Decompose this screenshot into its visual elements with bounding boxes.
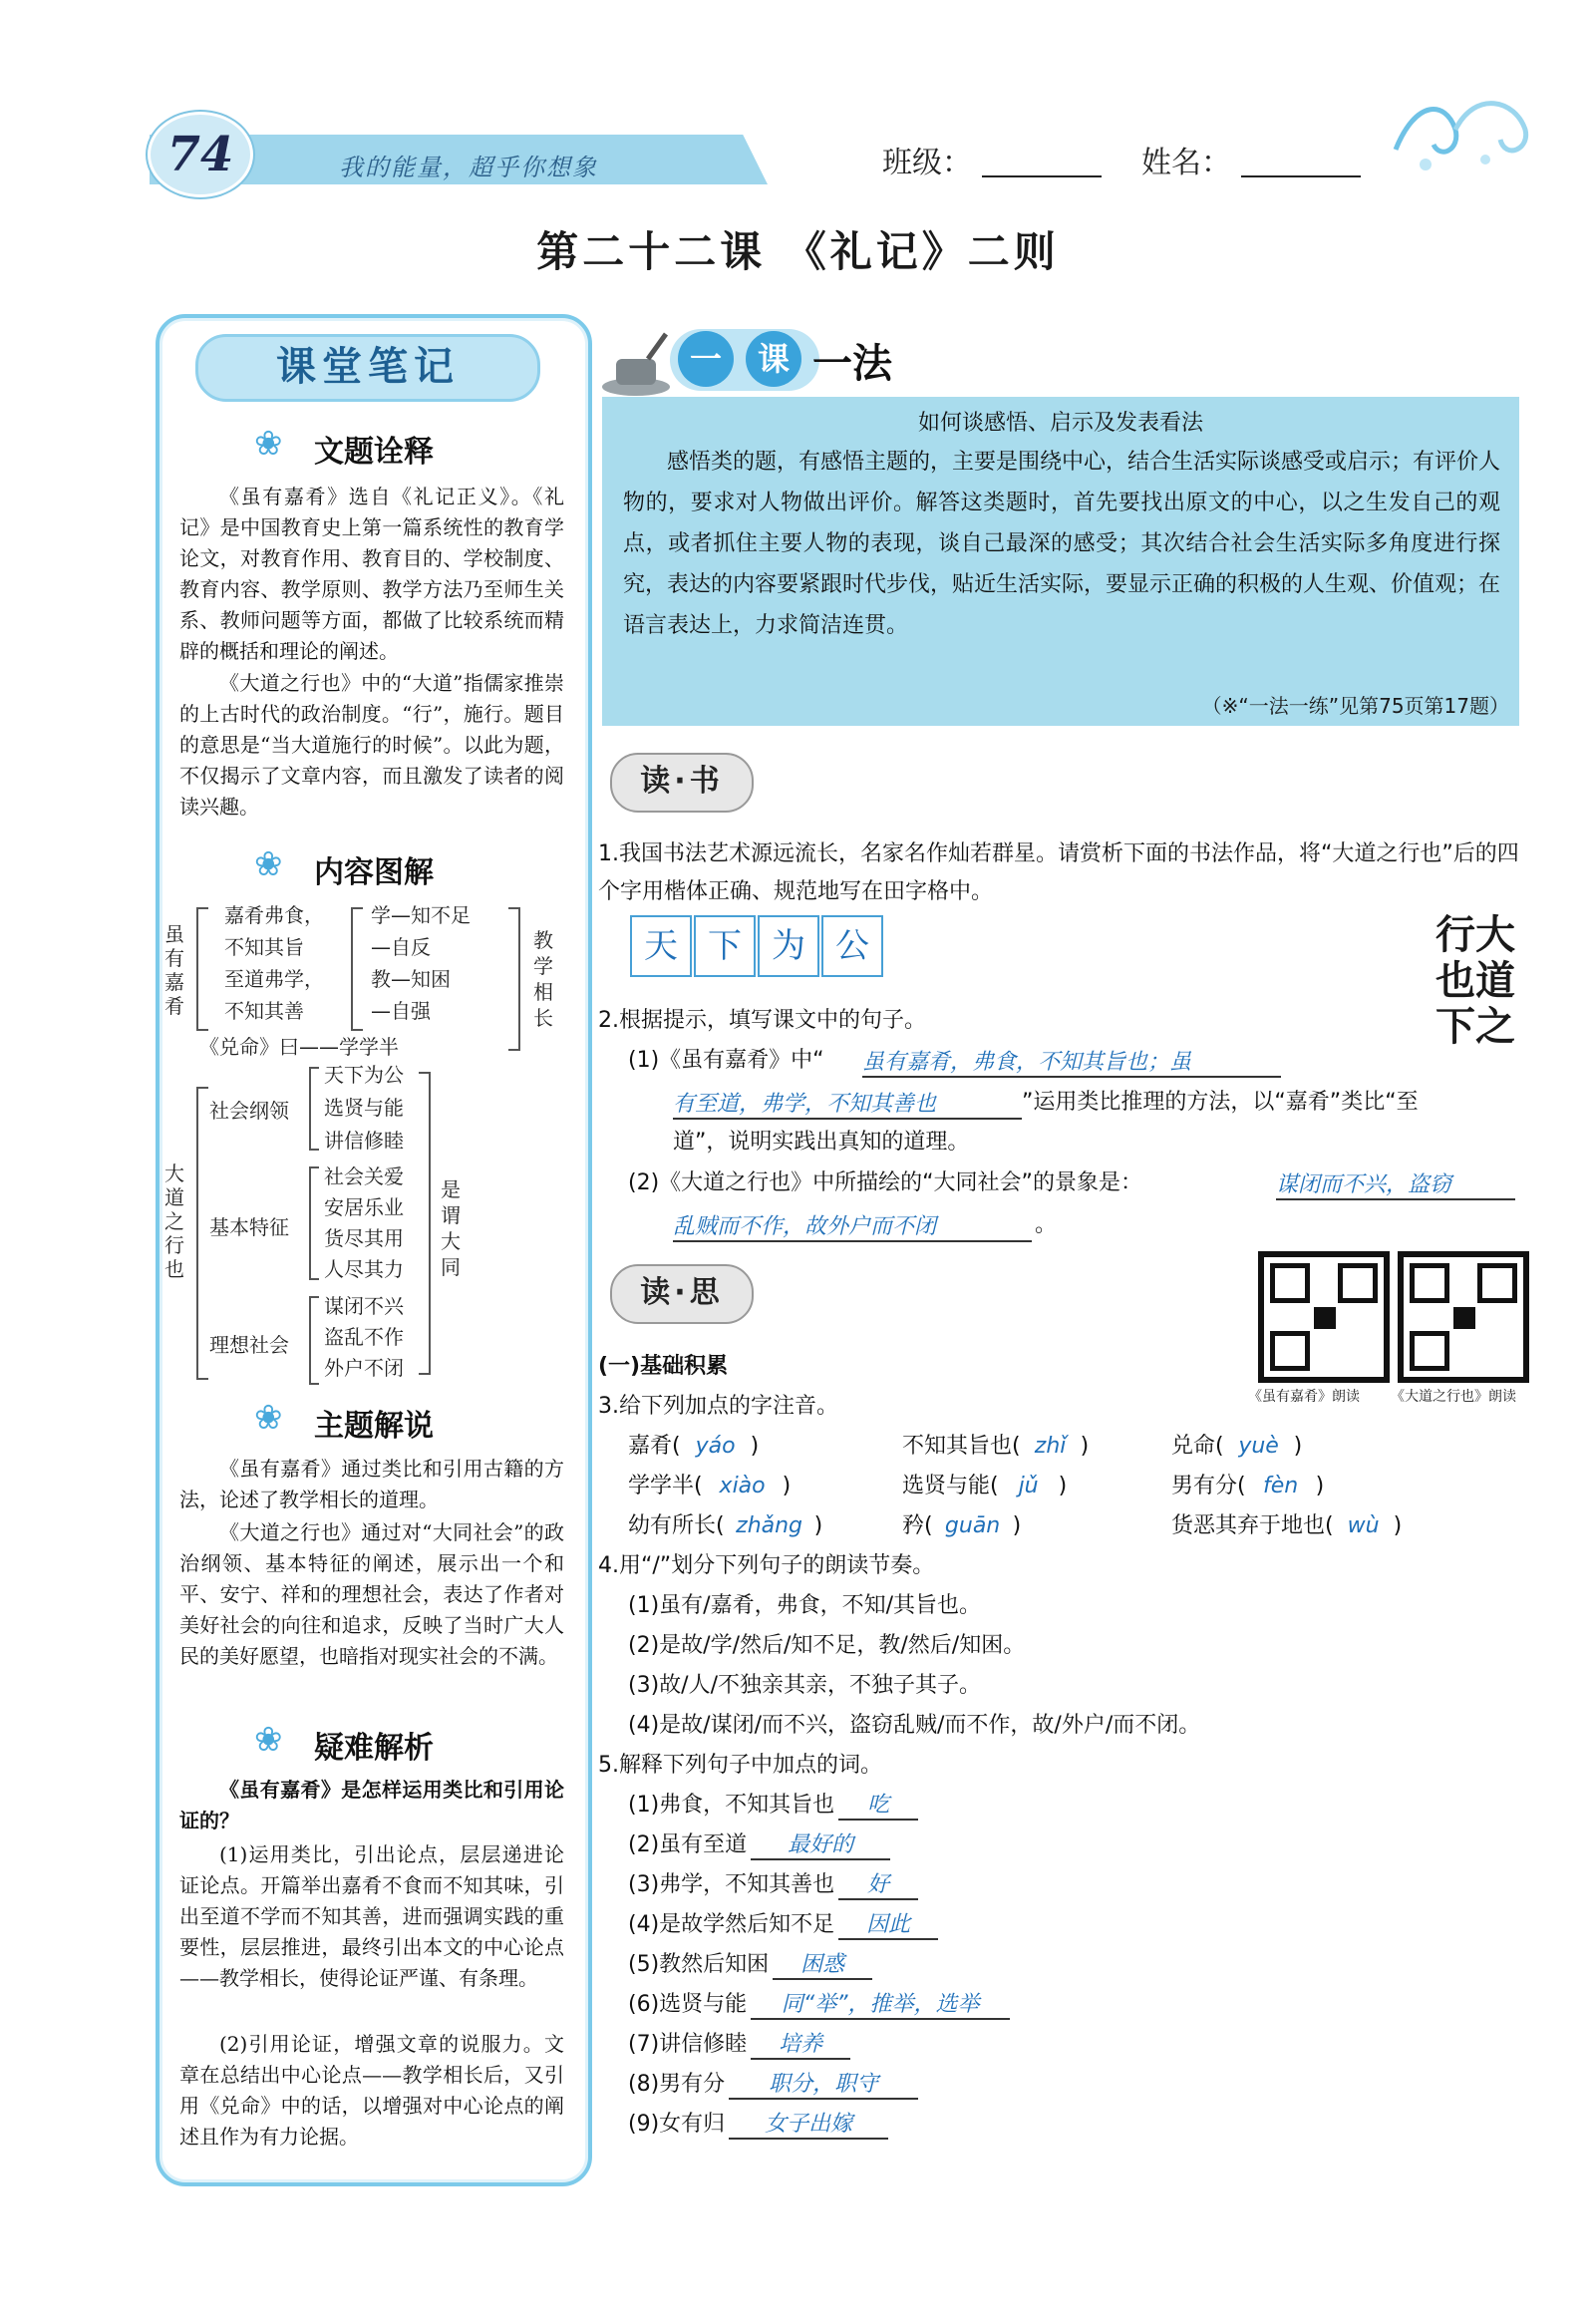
- diagram-b-items1: 天下为公 选贤与能 讲信修睦: [324, 1063, 404, 1153]
- q5-item: (4)是故学然后知不足 因此: [628, 1906, 938, 1944]
- q3-item: 男有分( fèn ): [1171, 1474, 1325, 1498]
- q2-2-end: 。: [1035, 1212, 1058, 1237]
- section-title-3: 主题解说: [314, 1409, 434, 1444]
- section-title-1: 文题诠释: [314, 435, 434, 470]
- tianzige-grid: [630, 915, 881, 977]
- question-2: 2.根据提示，填写课文中的句子。: [598, 1008, 926, 1033]
- diagram-b-root: 大道之行也: [164, 1162, 184, 1281]
- butterfly-icon: ❀: [254, 844, 283, 884]
- butterfly-icon: ❀: [254, 1720, 283, 1760]
- banner-ke: 课: [746, 331, 801, 387]
- q5-item: (5)教然后知困 困惑: [628, 1946, 872, 1984]
- diagram-a-mid: 学—知不足 —自反 教—知困 —自强: [371, 903, 471, 1023]
- diagram-b-end: 是谓大同: [441, 1177, 461, 1279]
- diagram-bracket: [309, 1067, 319, 1151]
- diagram-a-items: 嘉肴弗食， 不知其旨 至道弗学， 不知其善: [224, 903, 324, 1023]
- header-slogan: 我的能量，超乎你想象: [339, 154, 598, 181]
- q5-item: (3)弗学，不知其善也 好: [628, 1866, 918, 1904]
- diagram-a-quote: 《兑命》曰——学学半: [199, 1035, 399, 1059]
- q5-item: (1)弗食，不知其旨也 吃: [628, 1787, 918, 1825]
- q3-item: 矜( guān ): [902, 1513, 1022, 1538]
- q5-item: (8)男有分 职分，职守: [628, 2066, 918, 2104]
- lesson-title: 第二十二课 《礼记》二则: [536, 227, 1060, 276]
- q2-1-suffix-b: 道”，说明实践出真知的道理。: [673, 1130, 970, 1155]
- q5-item: (2)虽有至道 最好的: [628, 1826, 890, 1864]
- inkbrush-icon: [596, 329, 676, 399]
- diagram-bracket: [419, 1072, 431, 1375]
- diagram-a-root: 虽有嘉肴: [164, 922, 184, 1018]
- section-title-2: 内容图解: [314, 855, 434, 890]
- section-3-para-1: 《虽有嘉肴》通过类比和引用古籍的方法，论述了教学相长的道理。: [179, 1457, 564, 1511]
- section-4-para-1: (1)运用类比，引出论点，层层递进论证论点。开篇举出嘉肴不食而不知其味，引出至道不学而不知其善，进而强调实践的重要性，层层推进，最终引出本文的中心论点——教学相长，使得论证严谨、有条理。: [179, 1842, 564, 1990]
- butterfly-icon: ❀: [254, 424, 283, 464]
- method-ref: （※“一法一练”见第75页第17题）: [1201, 694, 1509, 718]
- decorative-swirl-icon: [1386, 90, 1535, 179]
- notes-panel-title: 课堂笔记: [195, 334, 540, 402]
- method-body: 感悟类的题，有感悟主题的，主要是围绕中心，结合生活实际谈感受或启示；有评价人物的，要求对人物做出评价。解答这类题时，首先要找出原文的中心，以之生发自己的观点，或者抓住主要人物的表现，谈自己最深的感受；其次结合社会生活实际多角度进行探究，表达的内容要紧跟时代步伐，贴近生活实际，要显示正确的积极的人生观、价值观；在语言表达上，力求简洁连贯。: [623, 450, 1501, 638]
- name-blank: [1241, 175, 1361, 177]
- class-label: 班级：: [882, 146, 972, 180]
- q3-item: 学学半( xiào ): [628, 1474, 792, 1498]
- diagram-b-cat1: 社会纲领: [209, 1099, 289, 1123]
- diagram-bracket: [351, 907, 363, 1031]
- q2-2-answer-a: 谋闭而不兴，盗窃: [1276, 1167, 1515, 1200]
- grid-cell: 下: [694, 915, 756, 977]
- diagram-b-items3: 谋闭不兴 盗乱不作 外户不闭: [324, 1294, 404, 1380]
- diagram-bracket: [196, 1087, 208, 1380]
- class-blank: [982, 175, 1102, 177]
- section-1-para-1: 《虽有嘉肴》选自《礼记正义》。《礼记》是中国教育史上第一篇系统性的教育学论文，对教育作用、教育目的、学校制度、教育内容、教学原则、教学方法乃至师生关系、教师问题等方面，都做了比较系统而精辟的概括和理论的阐述。: [179, 485, 564, 663]
- section-4-question: 《虽有嘉肴》是怎样运用类比和引用论证的？: [179, 1778, 564, 1832]
- q3-item: 选贤与能( jǔ ): [902, 1474, 1068, 1498]
- q2-2-answer-b: 乱贼而不作，故外户而不闭: [673, 1209, 1032, 1242]
- question-5: 5.解释下列句子中加点的词。: [598, 1753, 882, 1778]
- section-1-para-2: 《大道之行也》中的“大道”指儒家推崇的上古时代的政治制度。“行”，施行。题目的意思是“当大道施行的时候”。以此为题，不仅揭示了文章内容，而且激发了读者的阅读兴趣。: [179, 671, 564, 819]
- diagram-bracket: [309, 1166, 319, 1280]
- qr-2-caption: 《大道之行也》朗读: [1391, 1389, 1516, 1405]
- q3-item: 货恶其弃于地也( wù ): [1171, 1513, 1403, 1538]
- banner-one: 一: [678, 331, 734, 387]
- q5-item: (6)选贤与能 同“举”，推举，选举: [628, 1986, 1010, 2024]
- q3-item: 嘉肴( yáo ): [628, 1434, 760, 1459]
- question-4: 4.用“/”划分下列句子的朗读节奏。: [598, 1553, 935, 1578]
- q2-1-prefix: (1)《虽有嘉肴》中“: [628, 1048, 824, 1073]
- method-title: 如何谈感悟、启示及发表看法: [917, 411, 1203, 436]
- q3-item: 不知其旨也( zhǐ ): [902, 1434, 1090, 1459]
- q5-item: (7)讲信修睦 培养: [628, 2026, 850, 2064]
- q4-item: (4)是故/谋闭/而不兴，盗窃乱贼/而不作，故/外户/而不闭。: [628, 1713, 1201, 1738]
- diagram-bracket: [196, 907, 208, 1031]
- q2-1-suffix-a: ”运用类比推理的方法，以“嘉肴”类比“至: [1022, 1090, 1419, 1115]
- q3-item: 兑命( yuè ): [1171, 1434, 1303, 1459]
- question-1: 1.我国书法艺术源远流长，名家名作灿若群星。请赏析下面的书法作品，将“大道之行也”后的四个字用楷体正确、规范地写在田字格中。: [598, 841, 1519, 904]
- qr-1-caption: 《虽有嘉肴》朗读: [1248, 1389, 1360, 1405]
- diagram-b-cat3: 理想社会: [209, 1333, 289, 1357]
- question-3: 3.给下列加点的字注音。: [598, 1394, 838, 1419]
- q5-item: (9)女有归 女子出嫁: [628, 2106, 888, 2144]
- page-number: 74: [148, 112, 253, 197]
- banner-fa: 一法: [812, 341, 892, 387]
- q2-1-answer-a: 虽有嘉肴，弗食，不知其旨也；虽: [862, 1045, 1281, 1078]
- basic-heading: (一)基础积累: [598, 1354, 729, 1379]
- diagram-b-cat2: 基本特征: [209, 1215, 289, 1239]
- qr-code-1[interactable]: [1258, 1251, 1390, 1383]
- diagram-a-end: 教学相长: [533, 928, 553, 1030]
- name-label: 姓名：: [1141, 146, 1231, 180]
- section-title-4: 疑难解析: [314, 1731, 434, 1766]
- diagram-bracket: [508, 907, 520, 1051]
- grid-cell: 为: [758, 915, 819, 977]
- qr-code-2[interactable]: [1398, 1251, 1529, 1383]
- tag-read-think: 读·思: [610, 1264, 754, 1324]
- q4-item: (3)故/人/不独亲其亲，不独子其子。: [628, 1673, 981, 1698]
- q2-1-answer-b: 有至道，弗学，不知其善也: [673, 1087, 1022, 1120]
- section-4-para-2: (2)引用论证，增强文章的说服力。文章在总结出中心论点——教学相长后，又引用《兑命》中的话，以增强对中心论点的阐述且作为有力论据。: [179, 2032, 564, 2149]
- calligraphy-artwork: 行大 也道 下之: [1436, 911, 1515, 1050]
- diagram-bracket: [309, 1296, 319, 1385]
- q3-item: 幼有所长( zhǎng ): [628, 1513, 823, 1538]
- section-3-para-2: 《大道之行也》通过对“大同社会”的政治纲领、基本特征的阐述，展示出一个和平、安宁、祥和的理想社会，表达了作者对美好社会的向往和追求，反映了当时广大人民的美好愿望，也暗指对现实社会的不满。: [179, 1520, 564, 1668]
- diagram-b-items2: 社会关爱 安居乐业 货尽其用 人尽其力: [324, 1164, 404, 1281]
- q2-2-prefix: (2)《大道之行也》中所描绘的“大同社会”的景象是：: [628, 1170, 1142, 1195]
- q4-item: (1)虽有/嘉肴，弗食，不知/其旨也。: [628, 1593, 981, 1618]
- tag-read-book: 读·书: [610, 753, 754, 813]
- butterfly-icon: ❀: [254, 1398, 283, 1438]
- grid-cell: 公: [821, 915, 883, 977]
- q4-item: (2)是故/学/然后/知不足，教/然后/知困。: [628, 1633, 1026, 1658]
- grid-cell: 天: [630, 915, 692, 977]
